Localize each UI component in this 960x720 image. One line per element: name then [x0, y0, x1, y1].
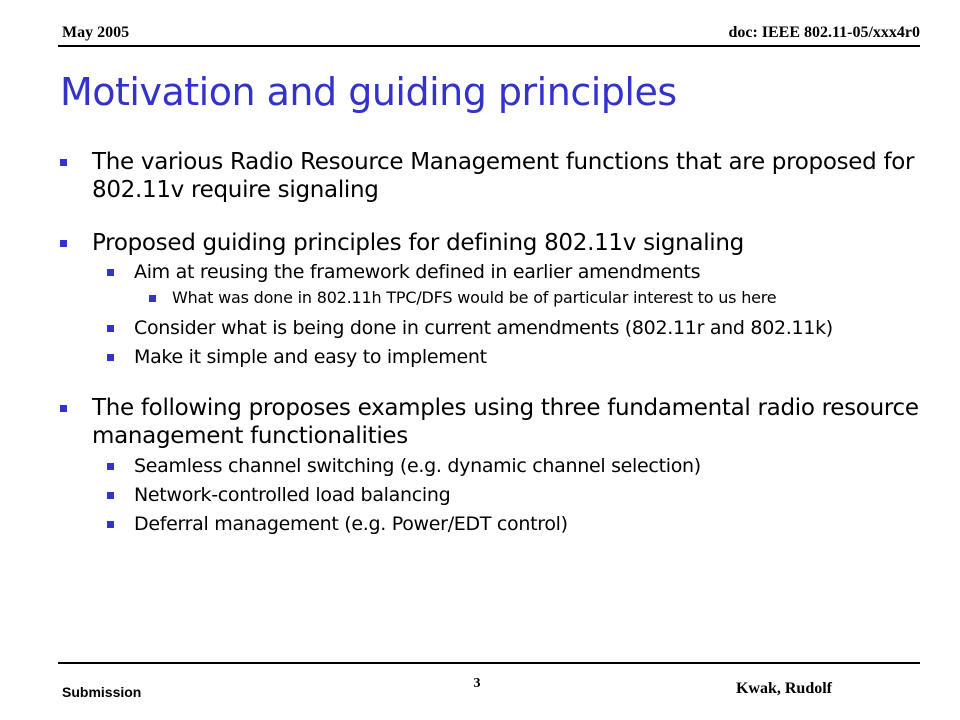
bullet-marker: [107, 354, 114, 361]
subbullet-deferral-management: [60, 513, 920, 536]
bullet-marker: [107, 492, 114, 499]
subbullet-reuse-framework: [60, 261, 920, 284]
header-doc-id: doc: IEEE 802.11-05/xxx4r0: [728, 24, 920, 41]
bullet-text: The following proposes examples using three fundamental radio resource management functionalities: [92, 395, 919, 449]
bullet-text: Aim at reusing the framework defined in earlier amendments: [134, 261, 701, 283]
bullet-text: The various Radio Resource Management functions that are proposed for 802.11v require signaling: [92, 149, 915, 203]
bullet-text: Consider what is being done in current amendments (802.11r and 802.11k): [134, 317, 833, 339]
page-number: 3: [473, 676, 481, 691]
bullet-three-functionalities: [60, 394, 920, 450]
bullet-marker: [107, 269, 114, 276]
bullet-text: Network-controlled load balancing: [134, 484, 451, 506]
bullet-marker: [60, 405, 67, 412]
bullet-guiding-principles: [60, 229, 920, 257]
footer-rule: [58, 662, 920, 664]
bullet-rrm-signaling: [60, 148, 920, 204]
subbullet-load-balancing: [60, 484, 920, 507]
bullet-text: Seamless channel switching (e.g. dynamic channel selection): [134, 455, 701, 477]
bullet-list: [60, 148, 920, 536]
bullet-marker: [107, 521, 114, 528]
subsubbullet-tpc-dfs: [60, 288, 920, 308]
bullet-marker: [107, 463, 114, 470]
header-date: May 2005: [62, 24, 130, 41]
bullet-text: Proposed guiding principles for defining 802.11v signaling: [92, 230, 744, 256]
subbullet-current-amendments: [60, 317, 920, 340]
subbullet-simple-easy: [60, 346, 920, 369]
footer-authors: Kwak, Rudolf: [735, 680, 832, 697]
bullet-marker: [60, 240, 67, 247]
bullet-text: Deferral management (e.g. Power/EDT control): [134, 513, 568, 535]
footer-submission: Submission: [62, 684, 142, 700]
slide-title: Motivation and guiding principles: [60, 70, 677, 114]
subbullet-channel-switching: [60, 455, 920, 478]
bullet-marker: [149, 295, 156, 302]
header-rule: [58, 45, 920, 47]
bullet-text: Make it simple and easy to implement: [134, 346, 487, 368]
bullet-text: What was done in 802.11h TPC/DFS would be of particular interest to us here: [172, 288, 777, 307]
bullet-marker: [107, 325, 114, 332]
bullet-marker: [60, 159, 67, 166]
